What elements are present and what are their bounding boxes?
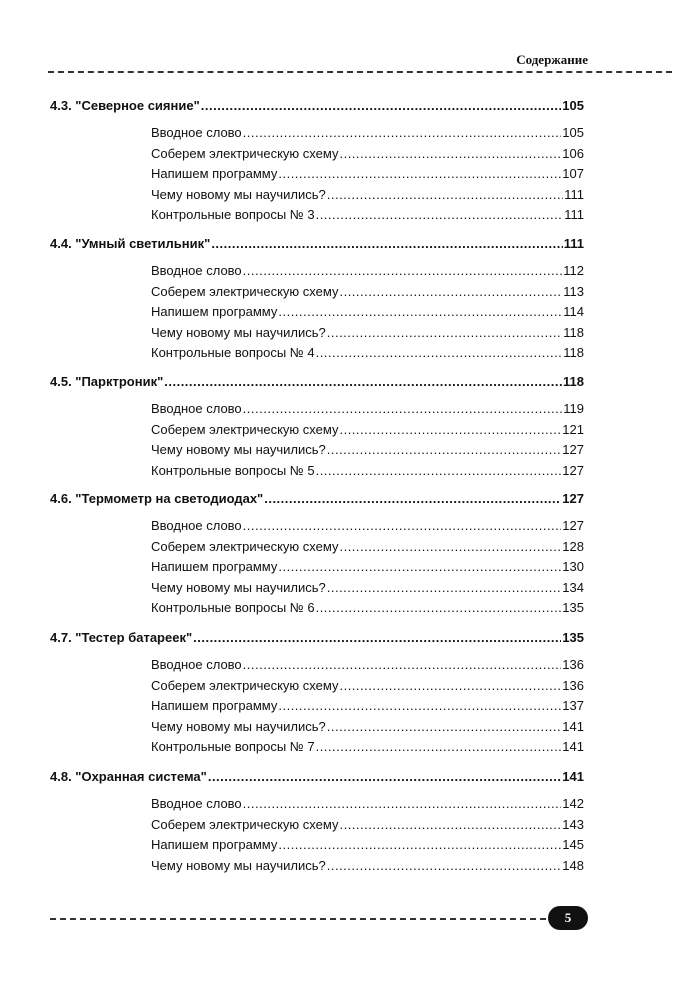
toc-subitem-page: 143 — [562, 816, 584, 832]
toc-subitem-label: Вводное слово — [151, 263, 242, 278]
toc-subitem-page: 114 — [563, 304, 584, 319]
toc-dot-leader — [316, 739, 562, 754]
toc-dot-leader — [264, 491, 561, 506]
toc-subitem-entry[interactable] — [151, 739, 584, 759]
toc-subitem-page: 127 — [562, 518, 584, 533]
toc-subitem-label: Контрольные вопросы № 7 — [151, 739, 315, 754]
toc-subitem-page: 145 — [562, 837, 584, 852]
toc-subitem-entry[interactable] — [151, 263, 584, 283]
toc-dot-leader — [339, 284, 562, 299]
toc-dot-leader — [211, 236, 562, 251]
toc-dot-leader — [278, 166, 561, 181]
toc-section-entry[interactable] — [50, 98, 584, 118]
toc-dot-leader — [316, 345, 563, 360]
toc-subitem-page: 111 — [564, 186, 584, 202]
toc-subitem-entry[interactable] — [151, 146, 584, 166]
toc-subitem-entry[interactable] — [151, 657, 584, 677]
toc-subitem-entry[interactable] — [151, 559, 584, 579]
toc-subitem-entry[interactable] — [151, 284, 584, 304]
toc-subitem-entry[interactable] — [151, 817, 584, 837]
toc-subitem-label: Контрольные вопросы № 5 — [151, 462, 315, 478]
toc-subitem-entry[interactable] — [151, 678, 584, 698]
toc-subitem-entry[interactable] — [151, 401, 584, 421]
toc-subitem-label: Напишем программу — [151, 304, 278, 319]
toc-subitem-page: 118 — [563, 324, 584, 340]
toc-subitem-page: 148 — [562, 857, 584, 873]
toc-section-entry[interactable] — [50, 769, 584, 789]
toc-dot-leader — [243, 125, 562, 140]
toc-subitem-label: Вводное слово — [151, 401, 242, 416]
toc-dot-leader — [327, 325, 563, 340]
toc-dot-leader — [278, 304, 562, 319]
toc-section-title: 4.7. "Тестер батареек" — [50, 630, 193, 645]
toc-subitem-label: Чему новому мы научились? — [151, 186, 326, 202]
toc-subitem-page: 136 — [562, 657, 584, 672]
page-number-badge: 5 — [548, 906, 588, 930]
toc-subitem-entry[interactable] — [151, 539, 584, 559]
toc-subitem-entry[interactable] — [151, 698, 584, 718]
toc-subitem-page: 127 — [562, 442, 584, 457]
toc-subitem-label: Чему новому мы научились? — [151, 324, 326, 340]
toc-subitem-entry[interactable] — [151, 719, 584, 739]
toc-dot-leader — [243, 401, 563, 416]
toc-subitem-label: Чему новому мы научились? — [151, 579, 326, 595]
toc-subitem-label: Вводное слово — [151, 125, 242, 140]
toc-subitem-page: 136 — [562, 677, 584, 693]
toc-dot-leader — [327, 719, 562, 734]
toc-subitem-label: Напишем программу — [151, 698, 278, 713]
toc-subitem-entry[interactable] — [151, 600, 584, 620]
toc-subitem-page: 121 — [562, 421, 584, 437]
toc-subitem-label: Вводное слово — [151, 657, 242, 672]
toc-subitem-entry[interactable] — [151, 422, 584, 442]
toc-subitem-page: 105 — [562, 125, 584, 140]
footer-dashed-rule — [50, 918, 546, 920]
toc-section-page: 118 — [563, 374, 584, 389]
toc-dot-leader — [208, 769, 561, 784]
page-header-title: Содержание — [516, 52, 588, 67]
toc-section-page: 111 — [563, 236, 584, 251]
toc-section-entry[interactable] — [50, 630, 584, 650]
toc-subitem-page: 107 — [562, 166, 584, 181]
toc-subitem-label: Напишем программу — [151, 837, 278, 852]
toc-subitem-label: Чему новому мы научились? — [151, 857, 326, 873]
toc-subitem-entry[interactable] — [151, 166, 584, 186]
toc-subitem-entry[interactable] — [151, 125, 584, 145]
toc-subitem-page: 118 — [563, 345, 584, 360]
toc-dot-leader — [243, 518, 562, 533]
toc-subitem-page: 135 — [562, 600, 584, 615]
toc-dot-leader — [339, 539, 561, 554]
toc-subitem-label: Соберем электрическую схему — [151, 816, 339, 832]
toc-subitem-entry[interactable] — [151, 187, 584, 207]
toc-subitem-entry[interactable] — [151, 463, 584, 483]
toc-subitem-label: Чему новому мы научились? — [151, 718, 326, 734]
toc-section-title: 4.4. "Умный светильник" — [50, 236, 211, 251]
toc-subitem-entry[interactable] — [151, 304, 584, 324]
toc-subitem-page: 112 — [563, 263, 584, 278]
toc-dot-leader — [278, 559, 561, 574]
toc-section-page: 105 — [562, 98, 584, 113]
toc-subitem-page: 137 — [562, 698, 584, 713]
toc-subitem-page: 127 — [562, 462, 584, 478]
toc-subitem-label: Напишем программу — [151, 166, 278, 181]
toc-section-entry[interactable] — [50, 236, 584, 256]
toc-subitem-entry[interactable] — [151, 442, 584, 462]
toc-subitem-page: 128 — [562, 538, 584, 554]
toc-section-entry[interactable] — [50, 491, 584, 511]
toc-dot-leader — [339, 146, 561, 161]
toc-dot-leader — [278, 698, 561, 713]
toc-section-title: 4.5. "Парктроник" — [50, 374, 164, 389]
toc-dot-leader — [316, 207, 564, 222]
toc-subitem-entry[interactable] — [151, 837, 584, 857]
toc-subitem-entry[interactable] — [151, 207, 584, 227]
toc-dot-leader — [193, 630, 561, 645]
toc-dot-leader — [327, 580, 562, 595]
toc-subitem-page: 141 — [562, 739, 584, 754]
toc-subitem-entry[interactable] — [151, 580, 584, 600]
toc-dot-leader — [316, 600, 562, 615]
toc-subitem-page: 141 — [562, 718, 584, 734]
toc-subitem-entry[interactable] — [151, 325, 584, 345]
toc-subitem-label: Соберем электрическую схему — [151, 538, 339, 554]
toc-subitem-label: Вводное слово — [151, 796, 242, 811]
toc-subitem-page: 134 — [562, 579, 584, 595]
toc-subitem-entry[interactable] — [151, 345, 584, 365]
toc-dot-leader — [327, 858, 562, 873]
toc-subitem-label: Контрольные вопросы № 3 — [151, 207, 315, 222]
toc-subitem-label: Чему новому мы научились? — [151, 442, 326, 457]
toc-dot-leader — [327, 187, 564, 202]
toc-dot-leader — [339, 817, 561, 832]
toc-dot-leader — [243, 657, 562, 672]
toc-subitem-entry[interactable] — [151, 796, 584, 816]
toc-subitem-page: 119 — [563, 401, 584, 416]
toc-section-title: 4.3. "Северное сияние" — [50, 98, 200, 113]
toc-section-title: 4.6. "Термометр на светодиодах" — [50, 491, 264, 506]
toc-dot-leader — [339, 678, 561, 693]
toc-dot-leader — [164, 374, 562, 389]
toc-subitem-label: Контрольные вопросы № 4 — [151, 345, 315, 360]
toc-dot-leader — [201, 98, 562, 113]
toc-dot-leader — [327, 442, 562, 457]
toc-subitem-page: 113 — [563, 283, 584, 299]
toc-subitem-label: Соберем электрическую схему — [151, 283, 339, 299]
toc-dot-leader — [316, 463, 562, 478]
toc-subitem-entry[interactable] — [151, 518, 584, 538]
toc-section-page: 127 — [562, 491, 584, 506]
toc-subitem-label: Соберем электрическую схему — [151, 421, 339, 437]
header-dashed-rule — [48, 71, 672, 73]
toc-dot-leader — [243, 796, 562, 811]
toc-subitem-label: Соберем электрическую схему — [151, 677, 339, 693]
toc-subitem-page: 111 — [564, 207, 584, 222]
toc-subitem-page: 142 — [562, 796, 584, 811]
toc-section-page: 141 — [562, 769, 584, 784]
toc-subitem-page: 106 — [562, 145, 584, 161]
toc-dot-leader — [339, 422, 561, 437]
toc-subitem-label: Соберем электрическую схему — [151, 145, 339, 161]
toc-subitem-entry[interactable] — [151, 858, 584, 878]
toc-dot-leader — [278, 837, 561, 852]
toc-subitem-label: Напишем программу — [151, 559, 278, 574]
toc-subitem-label: Вводное слово — [151, 518, 242, 533]
toc-subitem-label: Контрольные вопросы № 6 — [151, 600, 315, 615]
toc-section-title: 4.8. "Охранная система" — [50, 769, 207, 784]
toc-subitem-page: 130 — [562, 559, 584, 574]
toc-dot-leader — [243, 263, 563, 278]
toc-section-entry[interactable] — [50, 374, 584, 394]
toc-section-page: 135 — [562, 630, 584, 645]
